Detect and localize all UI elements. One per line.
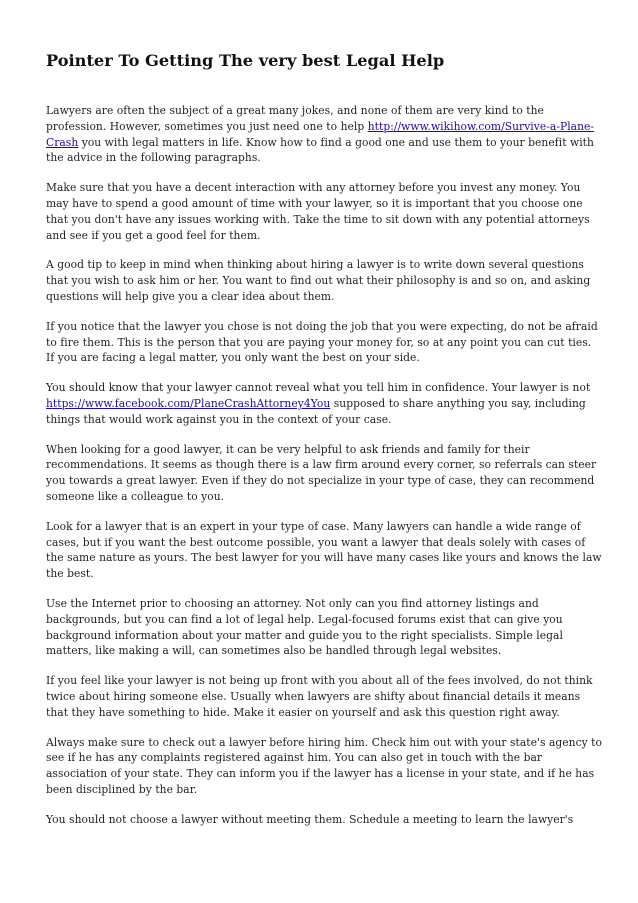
- paragraph-5-text-after: supposed to share anything you say, including things that would work against you in the context of your case.: [46, 396, 586, 426]
- paragraph-1: [46, 103, 602, 166]
- wikihow-link[interactable]: http://www.wikihow.com/Survive-a-Plane-Crash: [46, 119, 595, 149]
- paragraph-11: You should not choose a lawyer without meeting them. Schedule a meeting to learn the lawyer's: [46, 812, 574, 826]
- paragraph-3: A good tip to keep in mind when thinking about hiring a lawyer is to write down several questions that you wish to ask him or her. You want to find out what their philosophy is and so on, and asking questions will help give you a clear idea about them.: [46, 258, 591, 303]
- paragraph-5-text-before: You should know that your lawyer cannot reveal what you tell him in confidence. Your lawyer is not: [46, 381, 591, 395]
- paragraph-9: If you feel like your lawyer is not being up front with you about all of the fees involved, do not think twice about hiring someone else. Usually when lawyers are shifty about financial details it means that they have something to hide. Make it easier on yourself and ask this question right away.: [46, 674, 593, 719]
- paragraph-8: Use the Internet prior to choosing an attorney. Not only can you find attorney listings and backgrounds, but you can find a lot of legal help. Legal-focused forums exist that can give you background information about your matter and guide you to the right specialists. Simple legal matters, like making a will, can sometimes also be handled through legal websites.: [46, 596, 563, 658]
- paragraph-7: Look for a lawyer that is an expert in your type of case. Many lawyers can handle a wide range of cases, but if you want the best outcome possible, you want a lawyer that deals solely with cases of the same nature as yours. The best lawyer for you will have many cases like yours and knows the law the best.: [46, 519, 602, 581]
- paragraph-1-text-after: you with legal matters in life. Know how to find a good one and use them to your benefit with the advice in the following paragraphs.: [46, 135, 594, 165]
- paragraph-5: [46, 380, 602, 427]
- paragraph-10: Always make sure to check out a lawyer before hiring him. Check him out with your state's agency to see if he has any complaints registered against him. You can also get in touch with the bar association of your state. They can inform you if the lawyer has a license in your state, and if he has been disciplined by the bar.: [46, 735, 603, 796]
- paragraph-1-text-before: Lawyers are often the subject of a great many jokes, and none of them are very kind to the profession. However, sometimes you just need one to help: [46, 104, 544, 133]
- page-title: Pointer To Getting The very best Legal Help: [46, 51, 445, 70]
- paragraph-6: When looking for a good lawyer, it can be very helpful to ask friends and family for their recommendations. It seems as though there is a law firm around every corner, so referrals can steer you towards a great lawyer. Even if they do not specialize in your type of case, they can recommend someone like a colleague to you.: [46, 442, 597, 503]
- facebook-link[interactable]: https://www.facebook.com/PlaneCrashAttorney4You: [46, 396, 331, 410]
- paragraph-4: If you notice that the lawyer you chose is not doing the job that you were expecting, do not be afraid to fire them. This is the person that you are paying your money for, so at any point you can cut ties. If you are facing a legal matter, you only want the best on your side.: [46, 319, 598, 365]
- paragraph-2: Make sure that you have a decent interaction with any attorney before you invest any money. You may have to spend a good amount of time with your lawyer, so it is important that you choose one that you don't have any issues working with. Take the time to sit down with any potential attorneys and see if you get a good feel for them.: [46, 181, 590, 242]
